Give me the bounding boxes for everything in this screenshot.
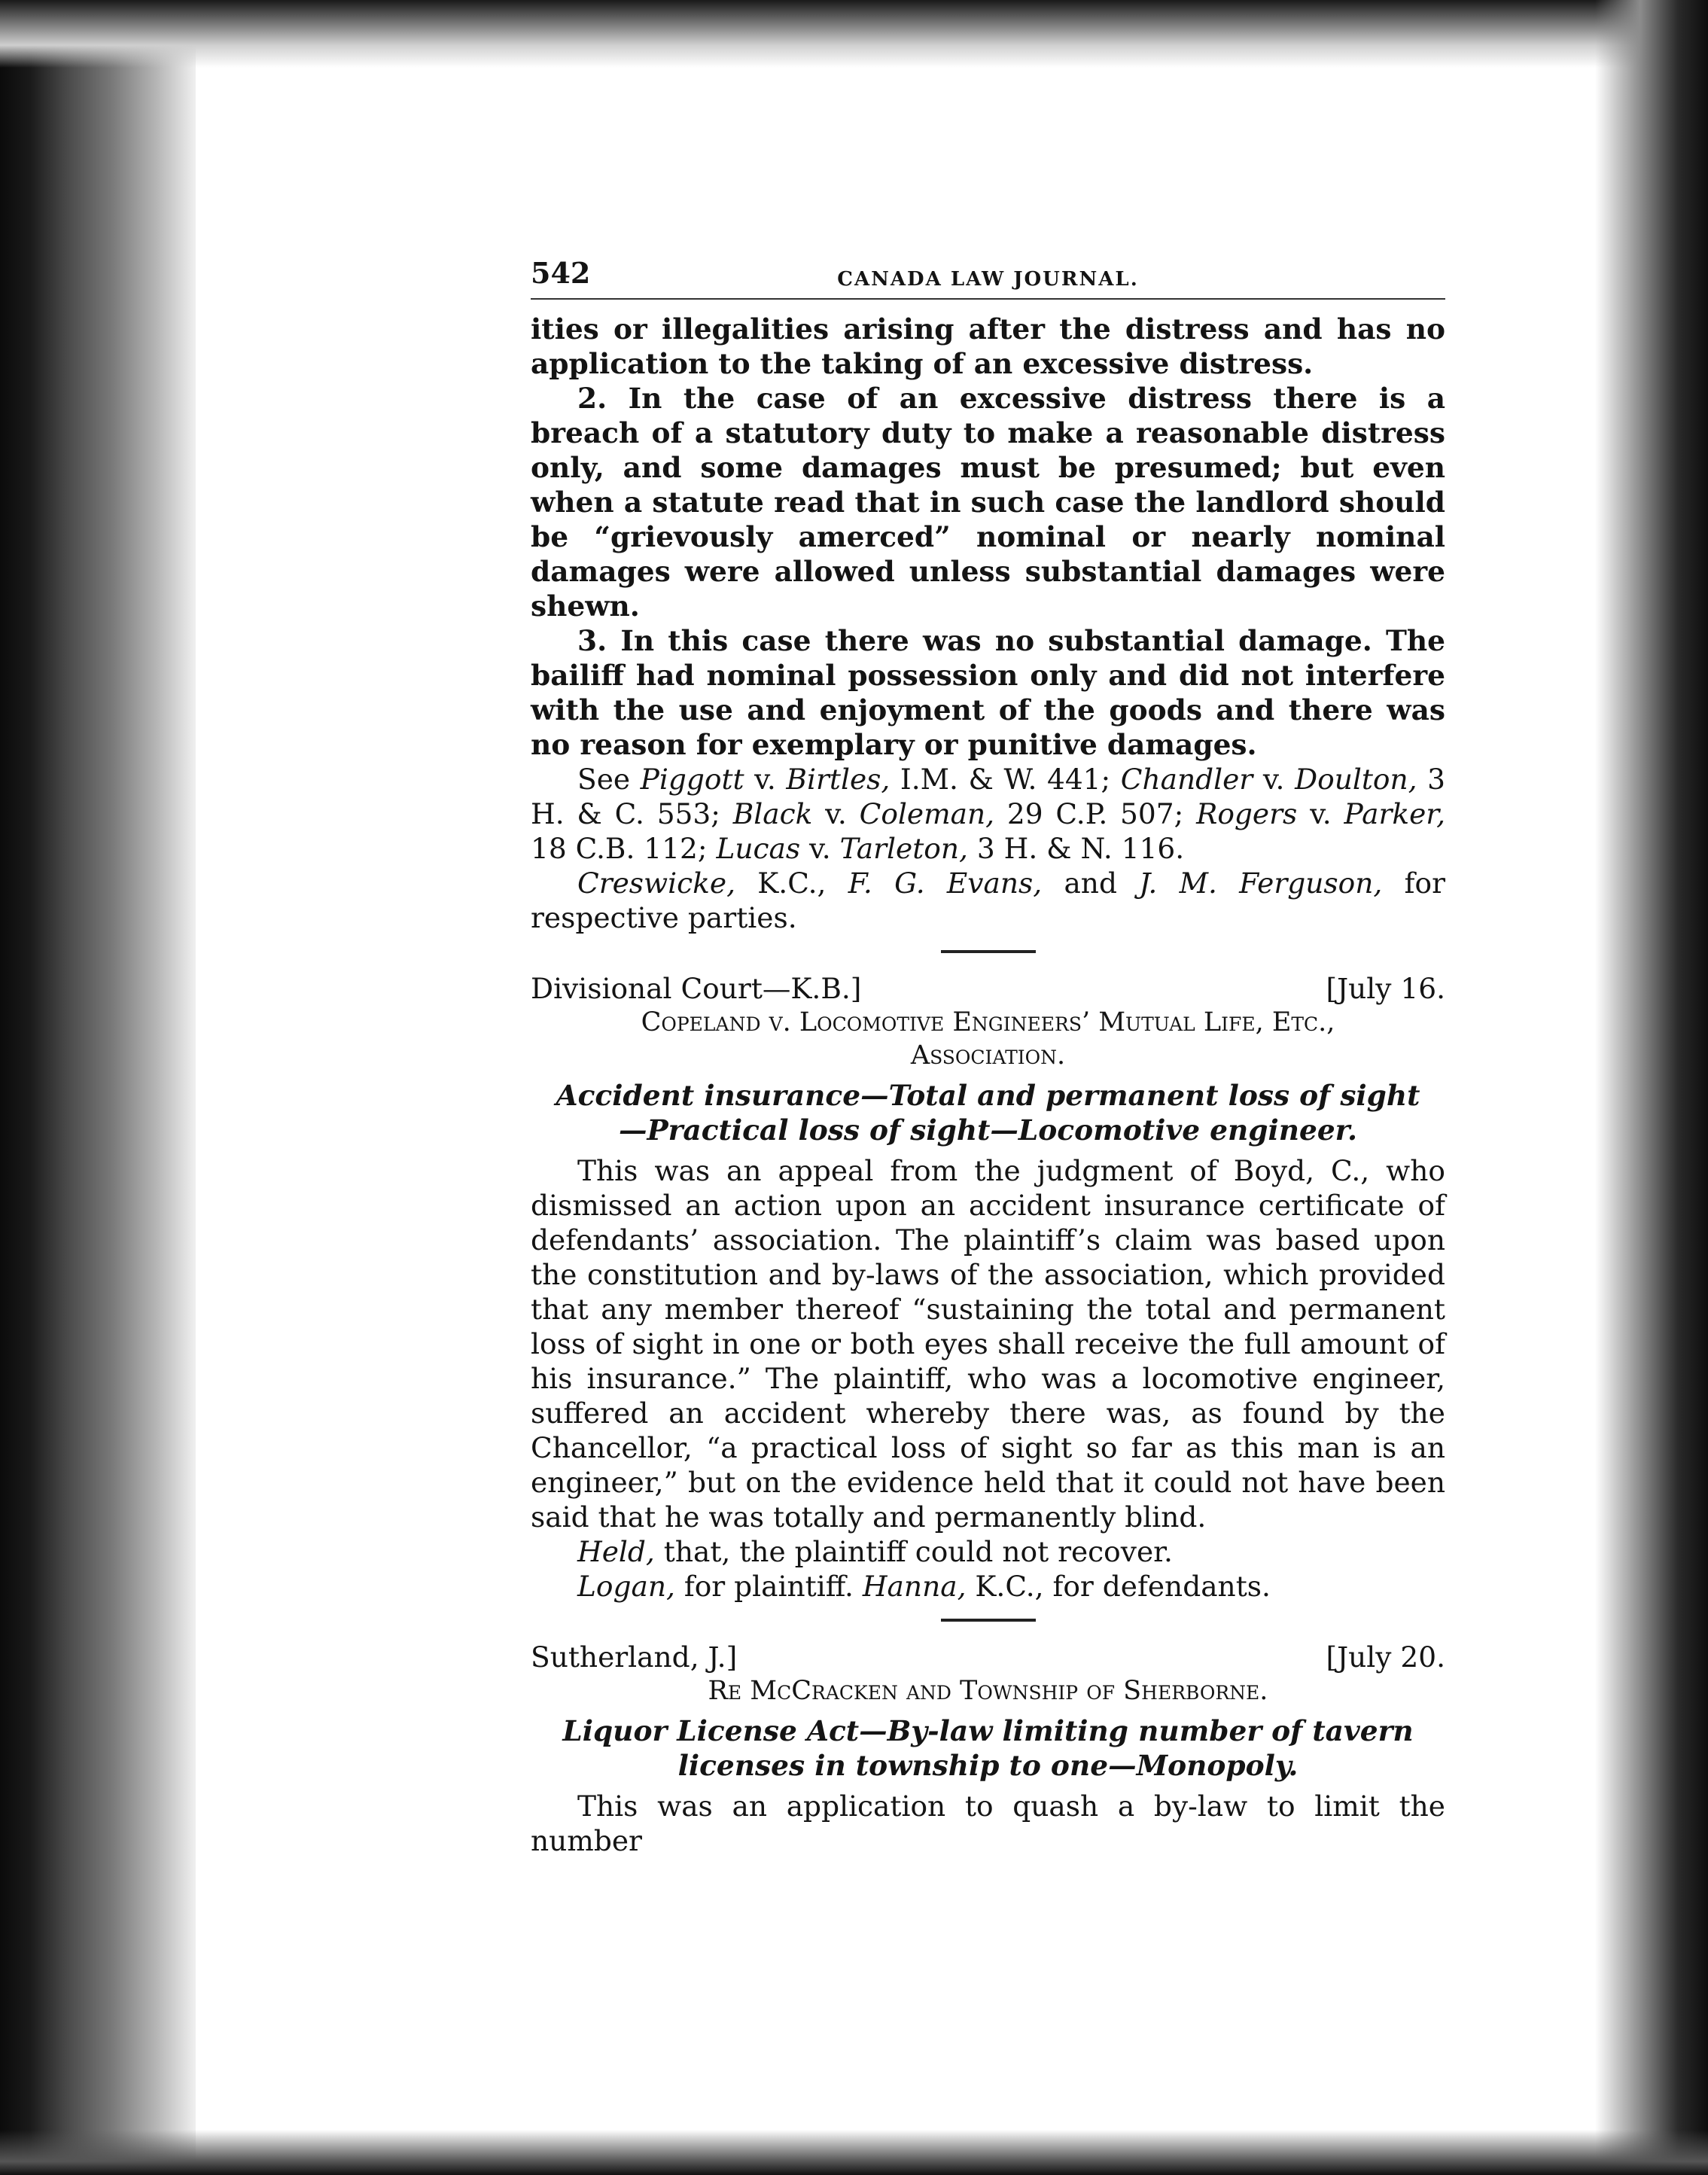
- scan-shadow-right: [1595, 0, 1708, 2175]
- journal-page: [531, 248, 1445, 1858]
- section-divider: [941, 1619, 1036, 1622]
- case-name: Birtles,: [786, 763, 891, 796]
- running-title: CANADA LAW JOURNAL.: [837, 268, 1139, 291]
- court-name: Divisional Court—K.B.]: [531, 972, 862, 1005]
- counsel-name: F. G. Evans,: [848, 867, 1043, 900]
- case-name: Rogers: [1196, 797, 1298, 830]
- counsel-line: Logan, for plaintiff. Hanna, K.C., for defendants.: [577, 1570, 1271, 1603]
- counsel-line: Creswicke, K.C., F. G. Evans, and J. M. Ferguson, for respective parties.: [531, 867, 1445, 934]
- case-title: Re McCracken and Township of Sherborne.: [708, 1676, 1268, 1706]
- case-body: This was an application to quash a by-law to limit the number: [531, 1790, 1445, 1857]
- case-name: Doulton,: [1295, 763, 1417, 796]
- scan-shadow-left: [0, 0, 196, 2175]
- counsel-name: Creswicke,: [577, 867, 735, 900]
- court-line: [531, 1640, 1445, 1674]
- paragraph: 3. In this case there was no substantial damage. The bailiff had nominal possession only and did not interfere with the use and enjoyment of the goods and there was no reason for exemplary or punitive damages.: [531, 624, 1445, 761]
- case-name: Tarleton,: [839, 832, 968, 865]
- page-number: 542: [531, 256, 591, 290]
- counsel-name: Hanna,: [862, 1570, 967, 1603]
- paragraph: ities or illegalities arising after the distress and has no application to the taking of an excessive distress.: [531, 312, 1445, 380]
- page-header: [531, 248, 1445, 300]
- holding: Held, that, the plaintiff could not recover.: [577, 1535, 1173, 1568]
- case-body: This was an appeal from the judgment of Boyd, C., who dismissed an action upon an accident insurance certificate of defendants’ association. The plaintiff’s claim was based upon the constitution and by-laws of the association, which provided that any member thereof “sustaining the total and permanent loss of sight in one or both eyes shall receive the full amount of his insurance.” The plaintiff, who was a locomotive engineer, suffered an accident whereby there was, as found by the Chancellor, “a practical loss of sight so far as this man is an engineer,” but on the evidence held that it could not have been said that he was totally and permanently blind.: [531, 1154, 1445, 1534]
- section-divider: [941, 950, 1036, 953]
- case-topic: Liquor License Act—By-law limiting number of tavern licenses in township to one—Monopoly.: [562, 1714, 1414, 1782]
- case-title-continued: Association.: [910, 1040, 1066, 1071]
- court-line: [531, 971, 1445, 1006]
- decision-date: [July 16.: [1326, 972, 1445, 1005]
- counsel-name: J. M. Ferguson,: [1139, 867, 1383, 900]
- case-name: Piggott: [640, 763, 744, 796]
- section-continued: [531, 312, 1445, 762]
- citations: See Piggott v. Birtles, I.M. & W. 441; Chandler v. Doulton, 3 H. & C. 553; Black v. Coleman, 29 C.P. 507; Rogers v. Parker, 18 C.B. 112; Lucas v. Tarleton, 3 H. & N. 116.: [531, 763, 1446, 865]
- case-name: Coleman,: [859, 797, 995, 830]
- held-label: Held,: [577, 1535, 655, 1568]
- case-name: Parker,: [1344, 797, 1446, 830]
- paragraph: 2. In the case of an excessive distress there is a breach of a statutory duty to make a reasonable distress only, and some damages must be presumed; but even when a statute read that in such case the landlord should be “grievously amerced” nominal or nearly nominal damages were allowed unless substantial damages were shewn.: [531, 382, 1445, 623]
- case-topic: Accident insurance—Total and permanent loss of sight—Practical loss of sight—Locomotive engineer.: [556, 1079, 1420, 1147]
- scan-shadow-top: [0, 0, 1708, 68]
- counsel-name: Logan,: [577, 1570, 675, 1603]
- case-title: Copeland v. Locomotive Engineers’ Mutual Life, Etc.,: [641, 1007, 1335, 1037]
- case-name: Black: [732, 797, 813, 830]
- scan-shadow-bottom: [0, 2130, 1708, 2175]
- case-name: Chandler: [1120, 763, 1253, 796]
- case-name: Lucas: [716, 832, 801, 865]
- decision-date: [July 20.: [1326, 1640, 1445, 1674]
- court-name: Sutherland, J.]: [531, 1640, 738, 1674]
